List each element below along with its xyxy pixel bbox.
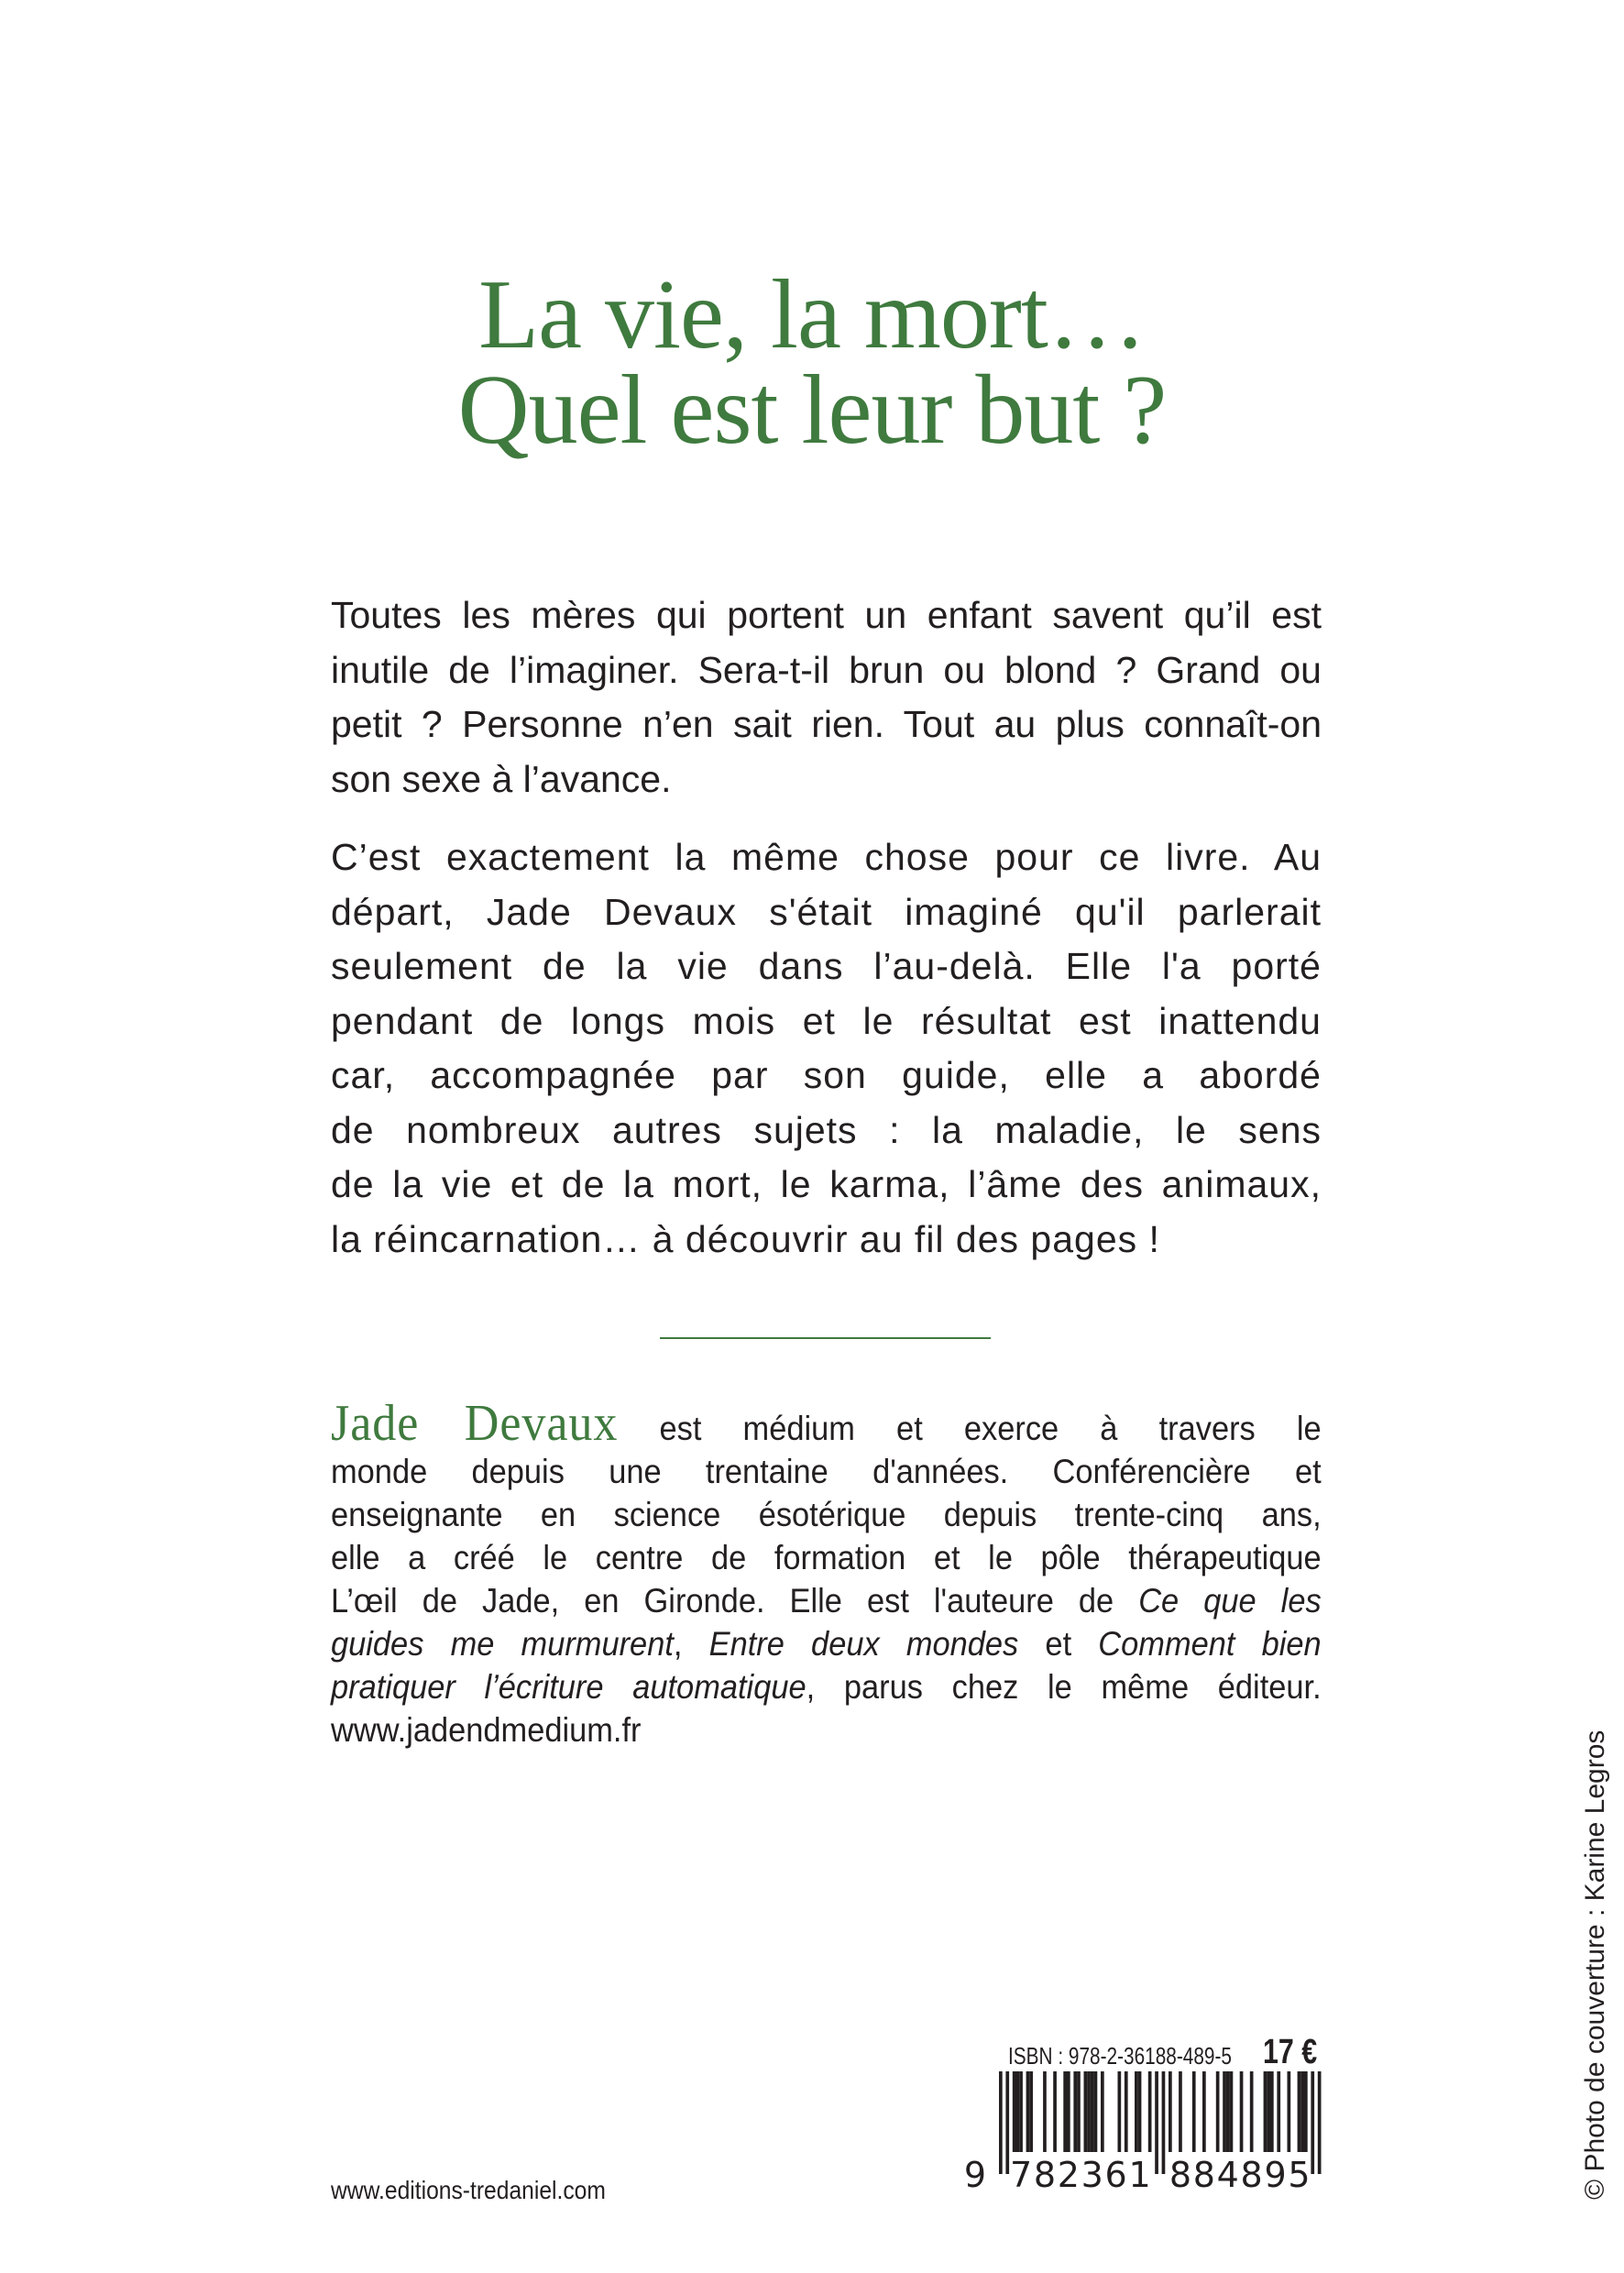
text-line: inutile de l’imaginer. Sera-t-il brun ou blond ? Grand ou xyxy=(331,648,1322,691)
barcode-bar xyxy=(1277,2071,1280,2152)
headline-line-2: Quel est leur but ? xyxy=(457,356,1167,465)
text-line: la réincarnation… à découvrir au fil des pages ! xyxy=(331,1217,1160,1260)
author-bio xyxy=(331,1395,1322,1751)
book-title: guides me murmurent xyxy=(331,1625,674,1663)
barcode-digit: 9 xyxy=(1264,2155,1287,2191)
bio-text: est médium et exerce à travers le xyxy=(659,1410,1322,1447)
author-website[interactable]: www.jadendmedium.fr xyxy=(331,1711,642,1749)
barcode-bar xyxy=(1118,2071,1122,2152)
barcode-bar xyxy=(1202,2071,1206,2152)
barcode-bar xyxy=(1288,2071,1291,2152)
text-line: car, accompagnée par son guide, elle a abordé xyxy=(331,1054,1322,1096)
barcode-bar xyxy=(1192,2071,1196,2152)
bio-line xyxy=(331,1579,1322,1622)
bio-line: enseignante en science ésotérique depuis trente-cinq ans, xyxy=(331,1496,1322,1533)
text-line: départ, Jade Devaux s'était imaginé qu'il parlerait xyxy=(331,890,1322,933)
barcode xyxy=(962,2071,1329,2191)
book-title: Ce que les xyxy=(1138,1582,1322,1620)
photo-credit: © Photo de couverture : Karine Legros xyxy=(1580,1729,1610,2200)
barcode-bar xyxy=(1267,2071,1270,2152)
barcode-bar xyxy=(1067,2071,1070,2152)
bio-line: elle a créé le centre de formation et le pôle thérapeutique xyxy=(331,1539,1322,1576)
barcode-digit: 4 xyxy=(1216,2155,1239,2191)
book-title: Comment bien xyxy=(1098,1625,1322,1663)
headline-line-1: La vie, la mort… xyxy=(478,260,1146,369)
barcode-bar xyxy=(1013,2071,1016,2152)
barcode-bar xyxy=(1087,2071,1091,2152)
barcode-bar xyxy=(1226,2071,1230,2152)
barcode-bar xyxy=(1216,2071,1220,2152)
barcode-digit: 3 xyxy=(1081,2155,1103,2191)
bio-text: L’œil de Jade, en Gironde. Elle est l'auteure de xyxy=(331,1582,1139,1620)
barcode-bar xyxy=(1318,2071,1322,2174)
barcode-bar xyxy=(1148,2071,1152,2152)
text-line: seulement de la vie dans l’au-delà. Elle l'a porté xyxy=(331,945,1322,987)
barcode-digit: 1 xyxy=(1128,2155,1151,2191)
text-line: son sexe à l’avance. xyxy=(331,757,672,800)
barcode-bar xyxy=(1063,2071,1067,2152)
author-name: Jade Devaux xyxy=(331,1395,619,1452)
bio-line xyxy=(331,1395,1322,1452)
barcode-digit: 9 xyxy=(963,2155,987,2191)
barcode-bar xyxy=(1019,2071,1023,2152)
bio-text: , parus chez le même éditeur. xyxy=(806,1668,1322,1706)
bio-line: monde depuis une trentaine d'années. Conférencière et xyxy=(331,1453,1322,1490)
isbn: ISBN : 978-2-36188-489-5 xyxy=(1008,2042,1232,2070)
price: 17 € xyxy=(1263,2033,1318,2071)
barcode-bar xyxy=(1169,2071,1172,2152)
bio-line xyxy=(331,1622,1322,1665)
barcode-bar xyxy=(1091,2071,1094,2152)
barcode-bar xyxy=(1223,2071,1226,2152)
barcode-bar xyxy=(1240,2071,1244,2152)
barcode-digit: 8 xyxy=(1192,2155,1215,2191)
barcode-digit: 8 xyxy=(1033,2155,1057,2191)
headline xyxy=(0,260,1624,465)
barcode-digit: 5 xyxy=(1288,2155,1311,2191)
barcode-bar xyxy=(999,2071,1003,2174)
barcode-bar xyxy=(1005,2071,1009,2174)
book-title: pratiquer l’écriture automatique xyxy=(331,1668,807,1706)
text-line: de la vie et de la mort, le karma, l’âme des animaux, xyxy=(331,1163,1322,1205)
text-line: petit ? Personne n’en sait rien. Tout au plus connaît-on xyxy=(331,703,1322,745)
text-line: Toutes les mères qui portent un enfant savent qu’il est xyxy=(331,594,1322,636)
barcode-digit: 8 xyxy=(1240,2155,1263,2191)
barcode-bar xyxy=(1094,2071,1098,2152)
text-line: C’est exactement la même chose pour ce livre. Au xyxy=(331,836,1322,878)
barcode-bar xyxy=(1026,2071,1030,2152)
barcode-bar xyxy=(1162,2071,1166,2174)
text-line: de nombreux autres sujets : la maladie, le sens xyxy=(331,1108,1322,1151)
barcode-bar xyxy=(1016,2071,1020,2152)
barcode-bar xyxy=(1264,2071,1267,2152)
divider xyxy=(660,1337,991,1339)
barcode-digit: 7 xyxy=(1009,2155,1033,2191)
barcode-digit: 8 xyxy=(1169,2155,1192,2191)
barcode-bar xyxy=(1029,2071,1033,2152)
bio-line xyxy=(331,1665,1322,1708)
barcode-bar xyxy=(1179,2071,1182,2152)
barcode-digit: 2 xyxy=(1057,2155,1080,2191)
barcode-bar xyxy=(1043,2071,1047,2152)
barcode-bar xyxy=(1304,2071,1308,2152)
barcode-bar xyxy=(1125,2071,1128,2152)
barcode-bar xyxy=(1053,2071,1057,2152)
barcode-bar xyxy=(1084,2071,1088,2152)
barcode-bar xyxy=(1138,2071,1142,2152)
barcode-bar xyxy=(1311,2071,1314,2174)
blurb-paragraph-2 xyxy=(331,830,1322,1267)
barcode-bar xyxy=(1101,2071,1104,2152)
barcode-bar xyxy=(1135,2071,1138,2152)
barcode-digit: 6 xyxy=(1104,2155,1127,2191)
barcode-bar xyxy=(1073,2071,1077,2152)
barcode-bar xyxy=(1300,2071,1304,2152)
bio-text: et xyxy=(1018,1625,1099,1663)
bio-text: , xyxy=(673,1625,709,1663)
barcode-bar xyxy=(1155,2071,1158,2174)
text-line: pendant de longs mois et le résultat est inattendu xyxy=(331,999,1322,1042)
publisher-website[interactable]: www.editions-tredaniel.com xyxy=(331,2176,606,2204)
barcode-bar xyxy=(1230,2071,1234,2152)
barcode-bar xyxy=(1077,2071,1081,2152)
barcode-bar xyxy=(1270,2071,1274,2152)
blurb-paragraph-1 xyxy=(331,588,1322,807)
barcode-bar xyxy=(1250,2071,1254,2152)
barcode-bar xyxy=(1298,2071,1301,2152)
book-title: Entre deux mondes xyxy=(708,1625,1019,1663)
